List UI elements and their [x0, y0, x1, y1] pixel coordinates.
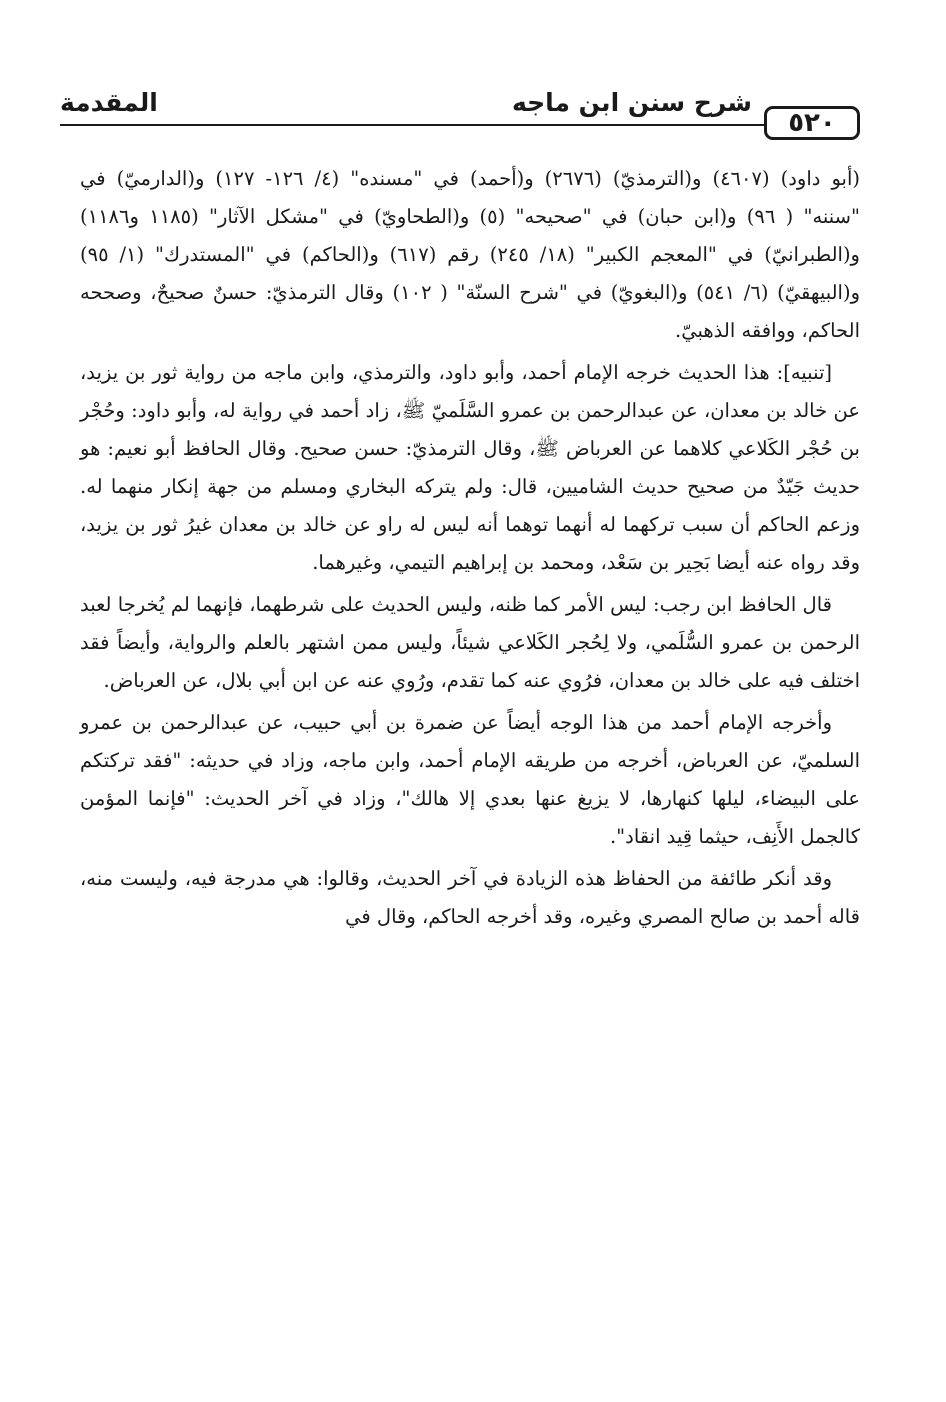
- paragraph-notice: [تنبيه]: هذا الحديث خرجه الإمام أحمد، وأبو داود، والترمذي، وابن ماجه من رواية ثور بن يزيد، عن خالد بن معدان، عن عبدالرحمن بن عمرو السَّلَميّ ﷺ، زاد أحمد في رواية له، وأبو داود: وحُجْر بن حُجْر الكَلاعي كلاهما عن العرباض ﷺ، وقال الترمذيّ: حسن صحيح. وقال الحافظ أبو نعيم: هو حديث جَيّدٌ من صحيح حديث الشاميين، قال: ولم يتركه البخاري ومسلم من جهة إنكار منهما له. وزعم الحاكم أن سبب تركهما له أنهما توهما أنه ليس له راو عن خالد بن معدان غيرُ ثور بن يزيد، وقد رواه عنه أيضا بَحِير بن سَعْد، ومحمد بن إبراهيم التيمي، وغيرهما.: [80, 361, 860, 575]
- section-title: المقدمة: [60, 88, 158, 117]
- book-title: شرح سنن ابن ماجه: [511, 88, 752, 117]
- page-number: ٥٢٠: [764, 106, 860, 140]
- paragraph-addition-critique: وقد أنكر طائفة من الحفاظ هذه الزيادة في آخر الحديث، وقالوا: هي مدرجة فيه، وليست منه، قاله أحمد بن صالح المصري وغيره، وقد أخرجه الحاكم، وقال في: [80, 867, 860, 929]
- body-text: [80, 160, 860, 940]
- paragraph-references: (أبو داود) (٤٦٠٧) و(الترمذيّ) (٢٦٧٦) و(أحمد) في "مسنده" (٤/ ١٢٦- ١٢٧) و(الدارميّ) في "سننه" ( ٩٦) و(ابن حبان) في "صحيحه" (٥) و(الطحاويّ) في "مشكل الآثار" (١١٨٥ و١١٨٦) و(الطبرانيّ) في "المعجم الكبير" (١٨/ ٢٤٥) رقم (٦١٧) و(الحاكم) في "المستدرك" (١/ ٩٥) و(البيهقيّ) (٦/ ٥٤١) و(البغويّ) في "شرح السنّة" ( ١٠٢) وقال الترمذيّ: حسنٌ صحيحٌ، وصححه الحاكم، ووافقه الذهبيّ.: [80, 167, 860, 343]
- paragraph-ahmad-narration: وأخرجه الإمام أحمد من هذا الوجه أيضاً عن ضمرة بن أبي حبيب، عن عبدالرحمن بن عمرو السلميّ، عن العرباض، أخرجه من طريقه الإمام أحمد، وابن ماجه، وزاد في حديثه: "فقد تركتكم على البيضاء، ليلها كنهارها، لا يزيغ عنها بعدي إلا هالك"، وزاد في آخر الحديث: "فإنما المؤمن كالجمل الأَنِف، حيثما قِيد انقاد".: [80, 711, 860, 849]
- page-header: [60, 86, 860, 146]
- header-divider: [60, 124, 764, 126]
- paragraph-ibn-rajab: قال الحافظ ابن رجب: ليس الأمر كما ظنه، وليس الحديث على شرطهما، فإنهما لم يُخرجا لعبد الرحمن بن عمرو السُّلَمي، ولا لِحُجر الكَلاعي شيئاً، وليس ممن اشتهر بالعلم والرواية، وأيضاً فقد اختلف فيه على خالد بن معدان، فرُوي عنه كما تقدم، ورُوي عنه عن ابن أبي بلال، عن العرباض.: [80, 593, 860, 693]
